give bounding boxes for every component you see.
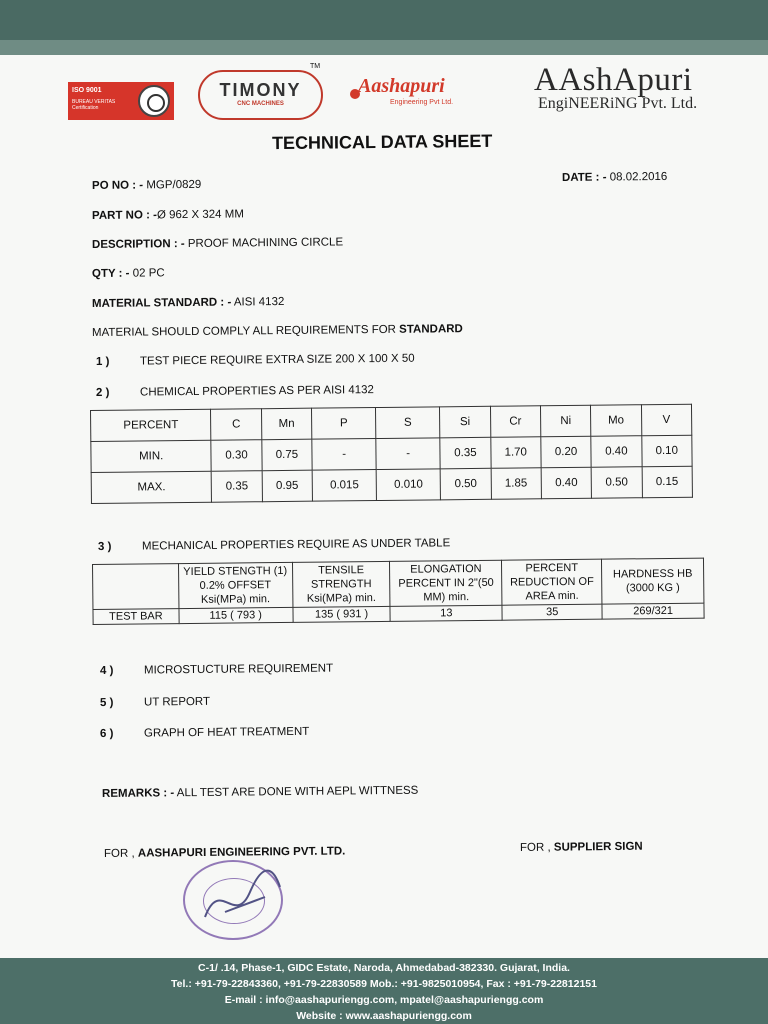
requirement-item: 3 ) MECHANICAL PROPERTIES REQUIRE AS UNDER TABLE	[97, 537, 451, 553]
iso-cert-text: ISO 9001	[72, 87, 102, 94]
po-number: PO NO : - MGP/0829	[91, 178, 202, 192]
table-cell: 269/321	[602, 603, 704, 619]
table-cell: 1.70	[490, 437, 541, 469]
table-cell: P	[312, 408, 376, 440]
sign-left: FOR , AASHAPURI ENGINEERING PVT. LTD.	[103, 845, 346, 860]
page-footer	[0, 958, 768, 1024]
top-band-strip	[0, 40, 768, 55]
quantity: QTY : - 02 PC	[91, 267, 165, 280]
table-cell: 0.40	[541, 467, 592, 499]
material-standard: MATERIAL STANDARD : - AISI 4132	[91, 295, 285, 310]
table-cell: 0.50	[591, 467, 642, 499]
table-cell: 1.85	[491, 468, 542, 500]
table-cell: S	[376, 407, 440, 439]
company-stamp-icon	[183, 860, 283, 940]
table-cell: 0.10	[641, 435, 692, 467]
table-cell: V	[641, 404, 692, 436]
table-row	[91, 466, 692, 503]
table-cell: 0.15	[642, 466, 693, 498]
part-number: PART NO : -Ø 962 X 324 MM	[91, 208, 244, 222]
table-cell: PERCENT	[91, 409, 212, 441]
iso-certification-logo	[68, 82, 174, 120]
page-title: TECHNICAL DATA SHEET	[271, 130, 493, 154]
company-wordmark: AAshApuri	[534, 62, 693, 98]
table-cell: Cr	[490, 406, 541, 438]
table-cell: 35	[502, 604, 602, 620]
table-cell: HARDNESS HB (3000 KG )	[602, 558, 704, 604]
company-logo	[534, 62, 697, 113]
table-cell: MIN.	[91, 440, 212, 472]
compliance-note: MATERIAL SHOULD COMPLY ALL REQUIREMENTS FOR STANDARD	[91, 323, 463, 339]
table-cell: 0.40	[591, 436, 642, 468]
table-cell: Si	[440, 406, 491, 438]
table-cell: C	[211, 409, 262, 441]
table-cell: -	[312, 439, 376, 471]
table-cell: 0.20	[541, 436, 592, 468]
table-cell: Mn	[261, 408, 312, 440]
document-date: DATE : - 08.02.2016	[561, 170, 668, 184]
table-cell: 0.35	[440, 437, 491, 469]
footer-address: C-1/ .14, Phase-1, GIDC Estate, Naroda, Ahmedabad-382330. Gujarat, India.	[198, 962, 570, 974]
table-cell: MAX.	[91, 471, 212, 503]
aashapuri-small-wordmark: Aashapuri	[358, 75, 445, 97]
table-cell: 115 ( 793 )	[179, 607, 293, 623]
signature-icon	[195, 867, 285, 937]
mechanical-properties-table	[92, 558, 705, 625]
aashapuri-small-subtitle: Engineering Pvt Ltd.	[390, 99, 454, 106]
table-cell: 0.50	[440, 468, 491, 500]
sign-right: FOR , SUPPLIER SIGN	[519, 840, 643, 854]
timony-logo	[198, 70, 323, 120]
table-cell: PERCENT REDUCTION OF AREA min.	[502, 559, 602, 605]
table-cell: 0.30	[211, 440, 262, 472]
company-subtitle: EngiNEERiNG Pvt. Ltd.	[538, 95, 698, 112]
timony-wordmark: TIMONY	[219, 80, 302, 100]
top-band	[0, 0, 768, 55]
footer-phones: Tel.: +91-79-22843360, +91-79-22830589 Mob.: +91-9825010954, Fax : +91-79-22812151	[171, 978, 597, 990]
table-cell: 0.015	[312, 470, 376, 502]
requirement-item: 5 ) UT REPORT	[99, 695, 211, 709]
table-cell: 0.35	[212, 471, 263, 503]
table-cell: Mo	[591, 405, 642, 437]
timony-subtitle: CNC MACHINES	[237, 101, 284, 107]
requirement-item: 1 ) TEST PIECE REQUIRE EXTRA SIZE 200 X 100 X 50	[95, 352, 415, 368]
table-cell: -	[376, 438, 440, 470]
table-header-row	[93, 558, 704, 609]
chemical-properties-table	[90, 404, 693, 504]
table-cell: YIELD STENGTH (1) 0.2% OFFSET Ksi(MPa) min.	[178, 562, 292, 608]
footer-website: Website : www.aashapuriengg.com	[296, 1010, 472, 1022]
table-cell: 0.75	[262, 439, 313, 471]
bureau-veritas-seal-icon	[138, 85, 170, 117]
requirement-item: 2 ) CHEMICAL PROPERTIES AS PER AISI 4132	[95, 384, 374, 399]
table-cell: 135 ( 931 )	[293, 606, 391, 622]
table-cell: TEST BAR	[93, 609, 179, 625]
table-cell	[93, 564, 179, 610]
table-cell: 0.95	[262, 470, 313, 502]
requirement-item: 6 ) GRAPH OF HEAT TREATMENT	[99, 725, 310, 740]
footer-email: E-mail : info@aashapuriengg.com, mpatel@aashapuriengg.com	[224, 994, 544, 1006]
aashapuri-small-logo	[350, 75, 460, 115]
table-cell: ELONGATION PERCENT IN 2"(50 MM) min.	[390, 560, 502, 606]
description: DESCRIPTION : - PROOF MACHINING CIRCLE	[91, 236, 344, 251]
trademark-mark: TM	[310, 63, 321, 70]
table-cell: 13	[390, 605, 502, 621]
table-cell: Ni	[540, 405, 591, 437]
iso-body-text: BUREAU VERITAS Certification	[72, 99, 116, 111]
table-cell: 0.010	[376, 469, 440, 501]
requirement-item: 4 ) MICROSTUCTURE REQUIREMENT	[99, 662, 334, 677]
table-cell: TENSILE STRENGTH Ksi(MPa) min.	[292, 561, 390, 607]
remarks: REMARKS : - ALL TEST ARE DONE WITH AEPL WITTNESS	[101, 784, 419, 800]
